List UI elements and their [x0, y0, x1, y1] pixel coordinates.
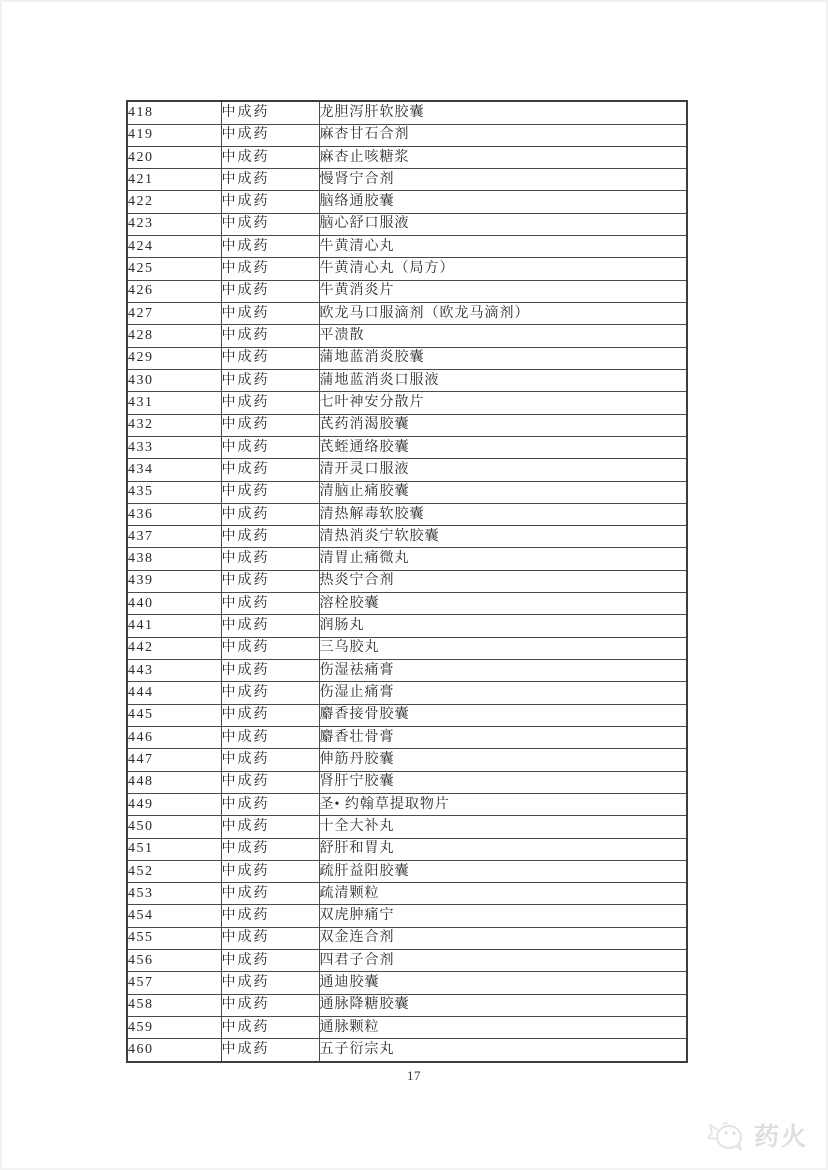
table-row — [127, 1039, 687, 1062]
row-number-cell: 455 — [127, 927, 221, 949]
row-number-cell: 430 — [127, 369, 221, 391]
drug-name-cell: 清脑止痛胶囊 — [319, 481, 687, 503]
drug-name-cell: 蒲地蓝消炎胶囊 — [319, 347, 687, 369]
table-row — [127, 459, 687, 481]
drug-name-cell: 热炎宁合剂 — [319, 570, 687, 592]
page-number: 17 — [407, 1068, 421, 1083]
drug-name-cell: 三乌胶丸 — [319, 637, 687, 659]
table-row — [127, 883, 687, 905]
row-number-cell: 421 — [127, 169, 221, 191]
category-cell: 中成药 — [221, 503, 319, 525]
drug-name-cell: 麻杏止咳糖浆 — [319, 146, 687, 168]
row-number-cell: 426 — [127, 280, 221, 302]
category-cell: 中成药 — [221, 570, 319, 592]
category-cell: 中成药 — [221, 369, 319, 391]
table-row — [127, 101, 687, 124]
table-row — [127, 704, 687, 726]
category-cell: 中成药 — [221, 771, 319, 793]
table-row — [127, 771, 687, 793]
table-row — [127, 905, 687, 927]
row-number-cell: 454 — [127, 905, 221, 927]
drug-name-cell: 五子衍宗丸 — [319, 1039, 687, 1062]
drug-name-cell: 脑络通胶囊 — [319, 191, 687, 213]
category-cell: 中成药 — [221, 124, 319, 146]
table-row — [127, 347, 687, 369]
row-number-cell: 424 — [127, 236, 221, 258]
table-row — [127, 124, 687, 146]
drug-name-cell: 润肠丸 — [319, 615, 687, 637]
row-number-cell: 443 — [127, 660, 221, 682]
category-cell: 中成药 — [221, 481, 319, 503]
row-number-cell: 453 — [127, 883, 221, 905]
category-cell: 中成药 — [221, 303, 319, 325]
category-cell: 中成药 — [221, 994, 319, 1016]
row-number-cell: 439 — [127, 570, 221, 592]
row-number-cell: 423 — [127, 213, 221, 235]
row-number-cell: 419 — [127, 124, 221, 146]
drug-name-cell: 牛黄清心丸 — [319, 236, 687, 258]
table-row — [127, 950, 687, 972]
row-number-cell: 457 — [127, 972, 221, 994]
drug-name-cell: 麝香接骨胶囊 — [319, 704, 687, 726]
row-number-cell: 425 — [127, 258, 221, 280]
row-number-cell: 456 — [127, 950, 221, 972]
row-number-cell: 451 — [127, 838, 221, 860]
category-cell: 中成药 — [221, 347, 319, 369]
category-cell: 中成药 — [221, 169, 319, 191]
category-cell: 中成药 — [221, 615, 319, 637]
table-row — [127, 303, 687, 325]
table-row — [127, 994, 687, 1016]
category-cell: 中成药 — [221, 146, 319, 168]
row-number-cell: 442 — [127, 637, 221, 659]
category-cell: 中成药 — [221, 816, 319, 838]
category-cell: 中成药 — [221, 1017, 319, 1039]
row-number-cell: 450 — [127, 816, 221, 838]
table-row — [127, 972, 687, 994]
drug-name-cell: 伤湿祛痛膏 — [319, 660, 687, 682]
row-number-cell: 458 — [127, 994, 221, 1016]
table-row — [127, 749, 687, 771]
drug-name-cell: 清胃止痛微丸 — [319, 548, 687, 570]
category-cell: 中成药 — [221, 660, 319, 682]
category-cell: 中成药 — [221, 101, 319, 124]
category-cell: 中成药 — [221, 280, 319, 302]
row-number-cell: 436 — [127, 503, 221, 525]
row-number-cell: 446 — [127, 726, 221, 748]
drug-name-cell: 清开灵口服液 — [319, 459, 687, 481]
table-row — [127, 191, 687, 213]
table-row — [127, 436, 687, 458]
drug-name-cell: 平溃散 — [319, 325, 687, 347]
watermark-label: 药火 — [753, 1123, 808, 1151]
category-cell: 中成药 — [221, 459, 319, 481]
table-row — [127, 146, 687, 168]
drug-name-cell: 伸筋丹胶囊 — [319, 749, 687, 771]
category-cell: 中成药 — [221, 213, 319, 235]
category-cell: 中成药 — [221, 325, 319, 347]
category-cell: 中成药 — [221, 392, 319, 414]
row-number-cell: 428 — [127, 325, 221, 347]
drug-name-cell: 四君子合剂 — [319, 950, 687, 972]
category-cell: 中成药 — [221, 860, 319, 882]
drug-name-cell: 清热解毒软胶囊 — [319, 503, 687, 525]
table-row — [127, 860, 687, 882]
row-number-cell: 444 — [127, 682, 221, 704]
row-number-cell: 449 — [127, 793, 221, 815]
row-number-cell: 431 — [127, 392, 221, 414]
row-number-cell: 441 — [127, 615, 221, 637]
table-row — [127, 615, 687, 637]
drug-name-cell: 龙胆泻肝软胶囊 — [319, 101, 687, 124]
category-cell: 中成药 — [221, 905, 319, 927]
table-row — [127, 258, 687, 280]
row-number-cell: 432 — [127, 414, 221, 436]
category-cell: 中成药 — [221, 593, 319, 615]
drug-list-table — [126, 100, 688, 1063]
row-number-cell: 434 — [127, 459, 221, 481]
table-row — [127, 481, 687, 503]
drug-name-cell: 七叶神安分散片 — [319, 392, 687, 414]
drug-name-cell: 欧龙马口服滴剂（欧龙马滴剂） — [319, 303, 687, 325]
row-number-cell: 447 — [127, 749, 221, 771]
table-row — [127, 503, 687, 525]
table-row — [127, 1017, 687, 1039]
row-number-cell: 418 — [127, 101, 221, 124]
table-row — [127, 637, 687, 659]
drug-name-cell: 牛黄消炎片 — [319, 280, 687, 302]
drug-table-body — [127, 101, 687, 1062]
category-cell: 中成药 — [221, 749, 319, 771]
category-cell: 中成药 — [221, 838, 319, 860]
drug-name-cell: 通脉颗粒 — [319, 1017, 687, 1039]
category-cell: 中成药 — [221, 526, 319, 548]
table-row — [127, 236, 687, 258]
row-number-cell: 460 — [127, 1039, 221, 1062]
drug-name-cell: 双金连合剂 — [319, 927, 687, 949]
drug-name-cell: 芪蛭通络胶囊 — [319, 436, 687, 458]
drug-name-cell: 圣• 约翰草提取物片 — [319, 793, 687, 815]
table-row — [127, 169, 687, 191]
drug-name-cell: 麝香壮骨膏 — [319, 726, 687, 748]
table-row — [127, 838, 687, 860]
table-row — [127, 793, 687, 815]
watermark — [703, 1116, 808, 1154]
category-cell: 中成药 — [221, 972, 319, 994]
drug-name-cell: 溶栓胶囊 — [319, 593, 687, 615]
category-cell: 中成药 — [221, 236, 319, 258]
table-row — [127, 570, 687, 592]
category-cell: 中成药 — [221, 682, 319, 704]
category-cell: 中成药 — [221, 436, 319, 458]
drug-name-cell: 疏清颗粒 — [319, 883, 687, 905]
category-cell: 中成药 — [221, 950, 319, 972]
row-number-cell: 429 — [127, 347, 221, 369]
row-number-cell: 435 — [127, 481, 221, 503]
row-number-cell: 459 — [127, 1017, 221, 1039]
drug-name-cell: 伤湿止痛膏 — [319, 682, 687, 704]
table-row — [127, 280, 687, 302]
table-row — [127, 369, 687, 391]
drug-name-cell: 清热消炎宁软胶囊 — [319, 526, 687, 548]
mascot-fish-icon — [703, 1116, 751, 1154]
table-row — [127, 660, 687, 682]
drug-name-cell: 通脉降糖胶囊 — [319, 994, 687, 1016]
table-row — [127, 682, 687, 704]
category-cell: 中成药 — [221, 927, 319, 949]
category-cell: 中成药 — [221, 883, 319, 905]
category-cell: 中成药 — [221, 793, 319, 815]
category-cell: 中成药 — [221, 191, 319, 213]
category-cell: 中成药 — [221, 704, 319, 726]
drug-name-cell: 芪药消渴胶囊 — [319, 414, 687, 436]
drug-name-cell: 疏肝益阳胶囊 — [319, 860, 687, 882]
table-row — [127, 816, 687, 838]
row-number-cell: 420 — [127, 146, 221, 168]
category-cell: 中成药 — [221, 414, 319, 436]
category-cell: 中成药 — [221, 637, 319, 659]
row-number-cell: 438 — [127, 548, 221, 570]
table-row — [127, 392, 687, 414]
drug-name-cell: 肾肝宁胶囊 — [319, 771, 687, 793]
row-number-cell: 427 — [127, 303, 221, 325]
row-number-cell: 452 — [127, 860, 221, 882]
table-row — [127, 927, 687, 949]
drug-name-cell: 舒肝和胃丸 — [319, 838, 687, 860]
category-cell: 中成药 — [221, 258, 319, 280]
row-number-cell: 422 — [127, 191, 221, 213]
drug-name-cell: 双虎肿痛宁 — [319, 905, 687, 927]
drug-name-cell: 牛黄清心丸（局方） — [319, 258, 687, 280]
drug-name-cell: 蒲地蓝消炎口服液 — [319, 369, 687, 391]
table-row — [127, 213, 687, 235]
table-row — [127, 593, 687, 615]
row-number-cell: 437 — [127, 526, 221, 548]
drug-name-cell: 通迪胶囊 — [319, 972, 687, 994]
table-row — [127, 325, 687, 347]
table-row — [127, 726, 687, 748]
row-number-cell: 433 — [127, 436, 221, 458]
drug-name-cell: 麻杏甘石合剂 — [319, 124, 687, 146]
category-cell: 中成药 — [221, 548, 319, 570]
row-number-cell: 448 — [127, 771, 221, 793]
row-number-cell: 445 — [127, 704, 221, 726]
drug-name-cell: 十全大补丸 — [319, 816, 687, 838]
drug-name-cell: 慢肾宁合剂 — [319, 169, 687, 191]
table-row — [127, 548, 687, 570]
category-cell: 中成药 — [221, 726, 319, 748]
table-row — [127, 414, 687, 436]
drug-name-cell: 脑心舒口服液 — [319, 213, 687, 235]
table-row — [127, 526, 687, 548]
row-number-cell: 440 — [127, 593, 221, 615]
category-cell: 中成药 — [221, 1039, 319, 1062]
